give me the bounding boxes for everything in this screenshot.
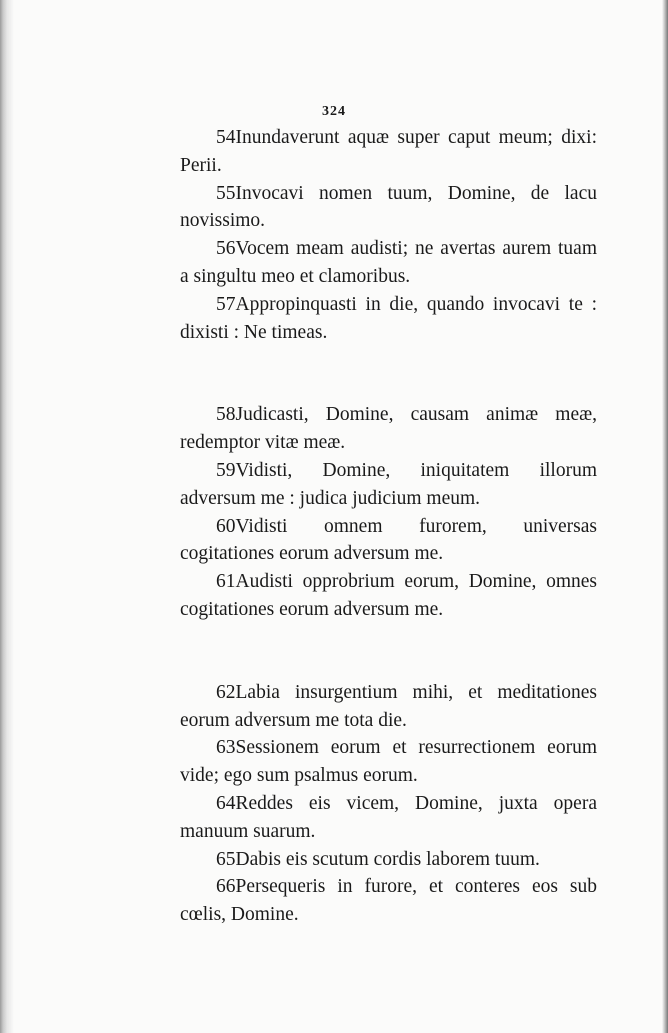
verse-number: 57	[216, 293, 236, 315]
verse-number: 65	[216, 848, 236, 870]
verse-text: Appropinquasti in die, quando invocavi te : dixisti : Ne timeas.	[180, 293, 597, 343]
verse-54	[180, 124, 597, 180]
verse-55	[180, 180, 597, 236]
verse-61	[180, 568, 597, 624]
binding-shadow	[0, 0, 14, 1033]
verse-text: Audisti opprobrium eorum, Domine, omnes cogitationes eorum adversum me.	[180, 571, 597, 620]
verse-59	[180, 457, 597, 513]
verse-text: Dabis eis scutum cordis laborem tuum.	[235, 848, 540, 870]
verse-64	[180, 790, 597, 846]
verse-number: 62	[216, 681, 236, 703]
verse-number: 56	[216, 238, 236, 260]
verse-56	[180, 235, 597, 291]
verse-text: Persequeris in furore, et conteres eos sub cœlis, Domine.	[180, 876, 597, 926]
verse-57	[180, 291, 597, 347]
verse-text: Labia insurgentium mihi, et meditationes eorum adversum me tota die.	[180, 681, 597, 731]
stanza-gap	[180, 346, 597, 401]
page-edge-shadow	[662, 0, 668, 1033]
verse-number: 58	[216, 404, 236, 426]
verse-58	[180, 401, 597, 457]
verse-number: 66	[216, 876, 236, 898]
page-number: 324	[322, 104, 346, 119]
verse-63	[180, 734, 597, 790]
verse-65	[180, 846, 597, 874]
verse-60	[180, 513, 597, 569]
verse-text: Vocem meam audisti; ne avertas aurem tuam a singultu meo et clamoribus.	[180, 238, 597, 287]
verse-text: Vidisti omnem furorem, universas cogitationes eorum adversum me.	[180, 515, 597, 565]
verse-number: 60	[216, 515, 236, 537]
verse-text: Invocavi nomen tuum, Domine, de lacu novissimo.	[180, 182, 597, 232]
verse-number: 54	[216, 127, 236, 148]
stanza-gap	[180, 624, 597, 679]
verse-number: 61	[216, 571, 236, 593]
verse-text: Inundaverunt aquæ super caput meum; dixi: Perii.	[180, 127, 597, 176]
verse-number: 63	[216, 737, 236, 759]
verse-62	[180, 679, 597, 735]
verse-66	[180, 873, 597, 929]
verse-number: 64	[216, 792, 236, 814]
verse-text: Judicasti, Domine, causam animæ meæ, redemptor vitæ meæ.	[180, 404, 597, 454]
verse-text: Vidisti, Domine, iniquitatem illorum adversum me : judica judicium meum.	[180, 459, 597, 509]
verse-text: Sessionem eorum et resurrectionem eorum vide; ego sum psalmus eorum.	[180, 737, 597, 787]
verse-number: 59	[216, 459, 236, 481]
verse-number: 55	[216, 182, 236, 204]
verse-text-block	[180, 124, 597, 929]
verse-text: Reddes eis vicem, Domine, juxta opera manuum suarum.	[180, 792, 597, 842]
